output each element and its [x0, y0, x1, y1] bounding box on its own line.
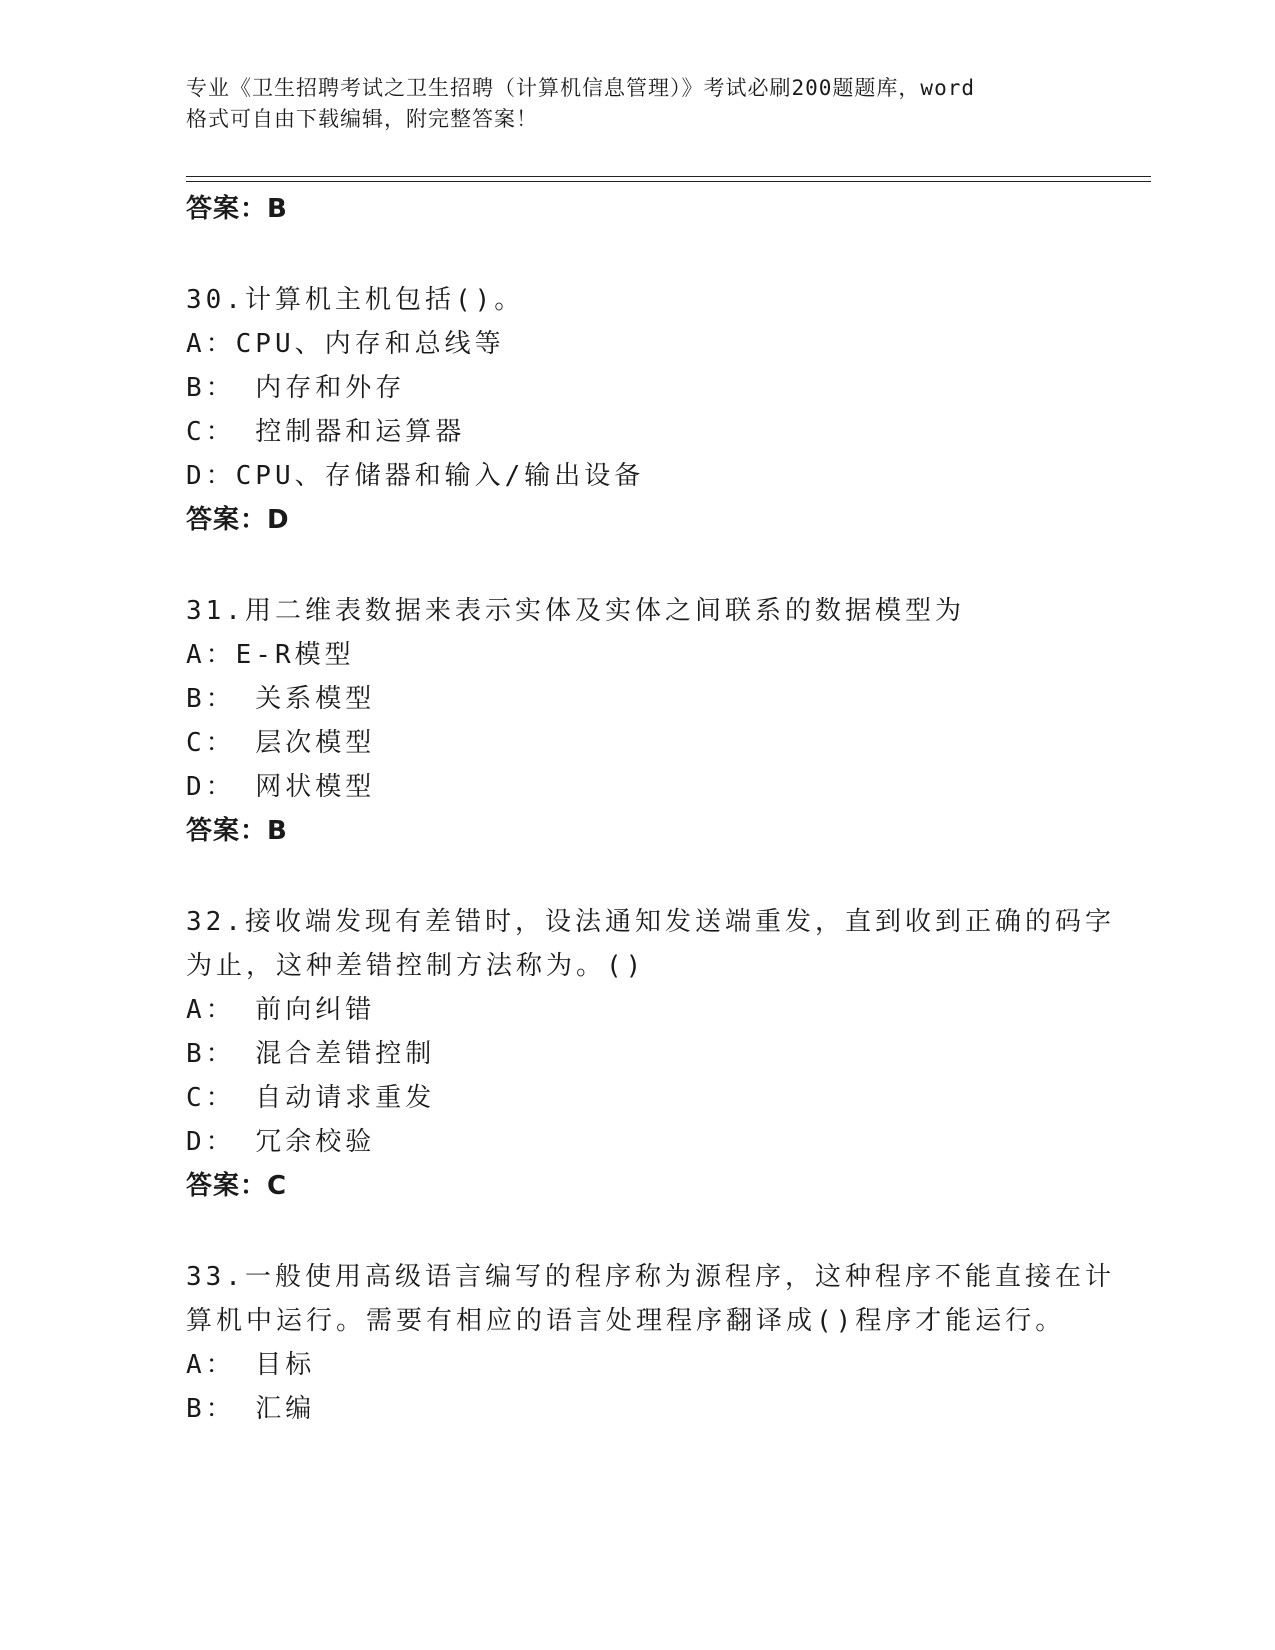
option-c: C： 自动请求重发: [186, 1083, 436, 1113]
option-c: C： 层次模型: [186, 728, 376, 758]
previous-answer: 答案：B: [186, 194, 288, 224]
question-stem: 30.计算机主机包括()。: [186, 285, 525, 315]
option-d: D：CPU、存储器和输入/输出设备: [186, 461, 645, 491]
option-c: C： 控制器和运算器: [186, 417, 466, 447]
answer: 答案：B: [186, 816, 288, 846]
header-divider-top: [186, 176, 1151, 177]
option-d: D： 冗余校验: [186, 1127, 376, 1157]
option-a: A：CPU、内存和总线等: [186, 329, 505, 359]
question-stem: 33.一般使用高级语言编写的程序称为源程序，这种程序不能直接在计: [186, 1262, 1115, 1292]
option-a: A： 目标: [186, 1350, 316, 1380]
question-stem: 32.接收端发现有差错时，设法通知发送端重发，直到收到正确的码字: [186, 907, 1115, 937]
option-b: B： 混合差错控制: [186, 1039, 436, 1069]
answer: 答案：C: [186, 1171, 288, 1201]
option-b: B： 汇编: [186, 1394, 316, 1424]
option-d: D： 网状模型: [186, 772, 376, 802]
header-title-line-1: 专业《卫生招聘考试之卫生招聘（计算机信息管理）》考试必刷200题题库，word: [186, 76, 975, 100]
option-b: B： 内存和外存: [186, 373, 406, 403]
option-a: A： 前向纠错: [186, 995, 376, 1025]
answer: 答案：D: [186, 505, 290, 535]
question-stem-continued: 算机中运行。需要有相应的语言处理程序翻译成()程序才能运行。: [186, 1306, 1066, 1336]
question-stem: 31.用二维表数据来表示实体及实体之间联系的数据模型为: [186, 596, 965, 626]
option-a: A：E-R模型: [186, 640, 355, 670]
header-divider-bottom: [186, 181, 1151, 182]
question-stem-continued: 为止，这种差错控制方法称为。(): [186, 951, 646, 981]
option-b: B： 关系模型: [186, 684, 376, 714]
header-title-line-2: 格式可自由下载编辑，附完整答案！: [186, 107, 538, 131]
